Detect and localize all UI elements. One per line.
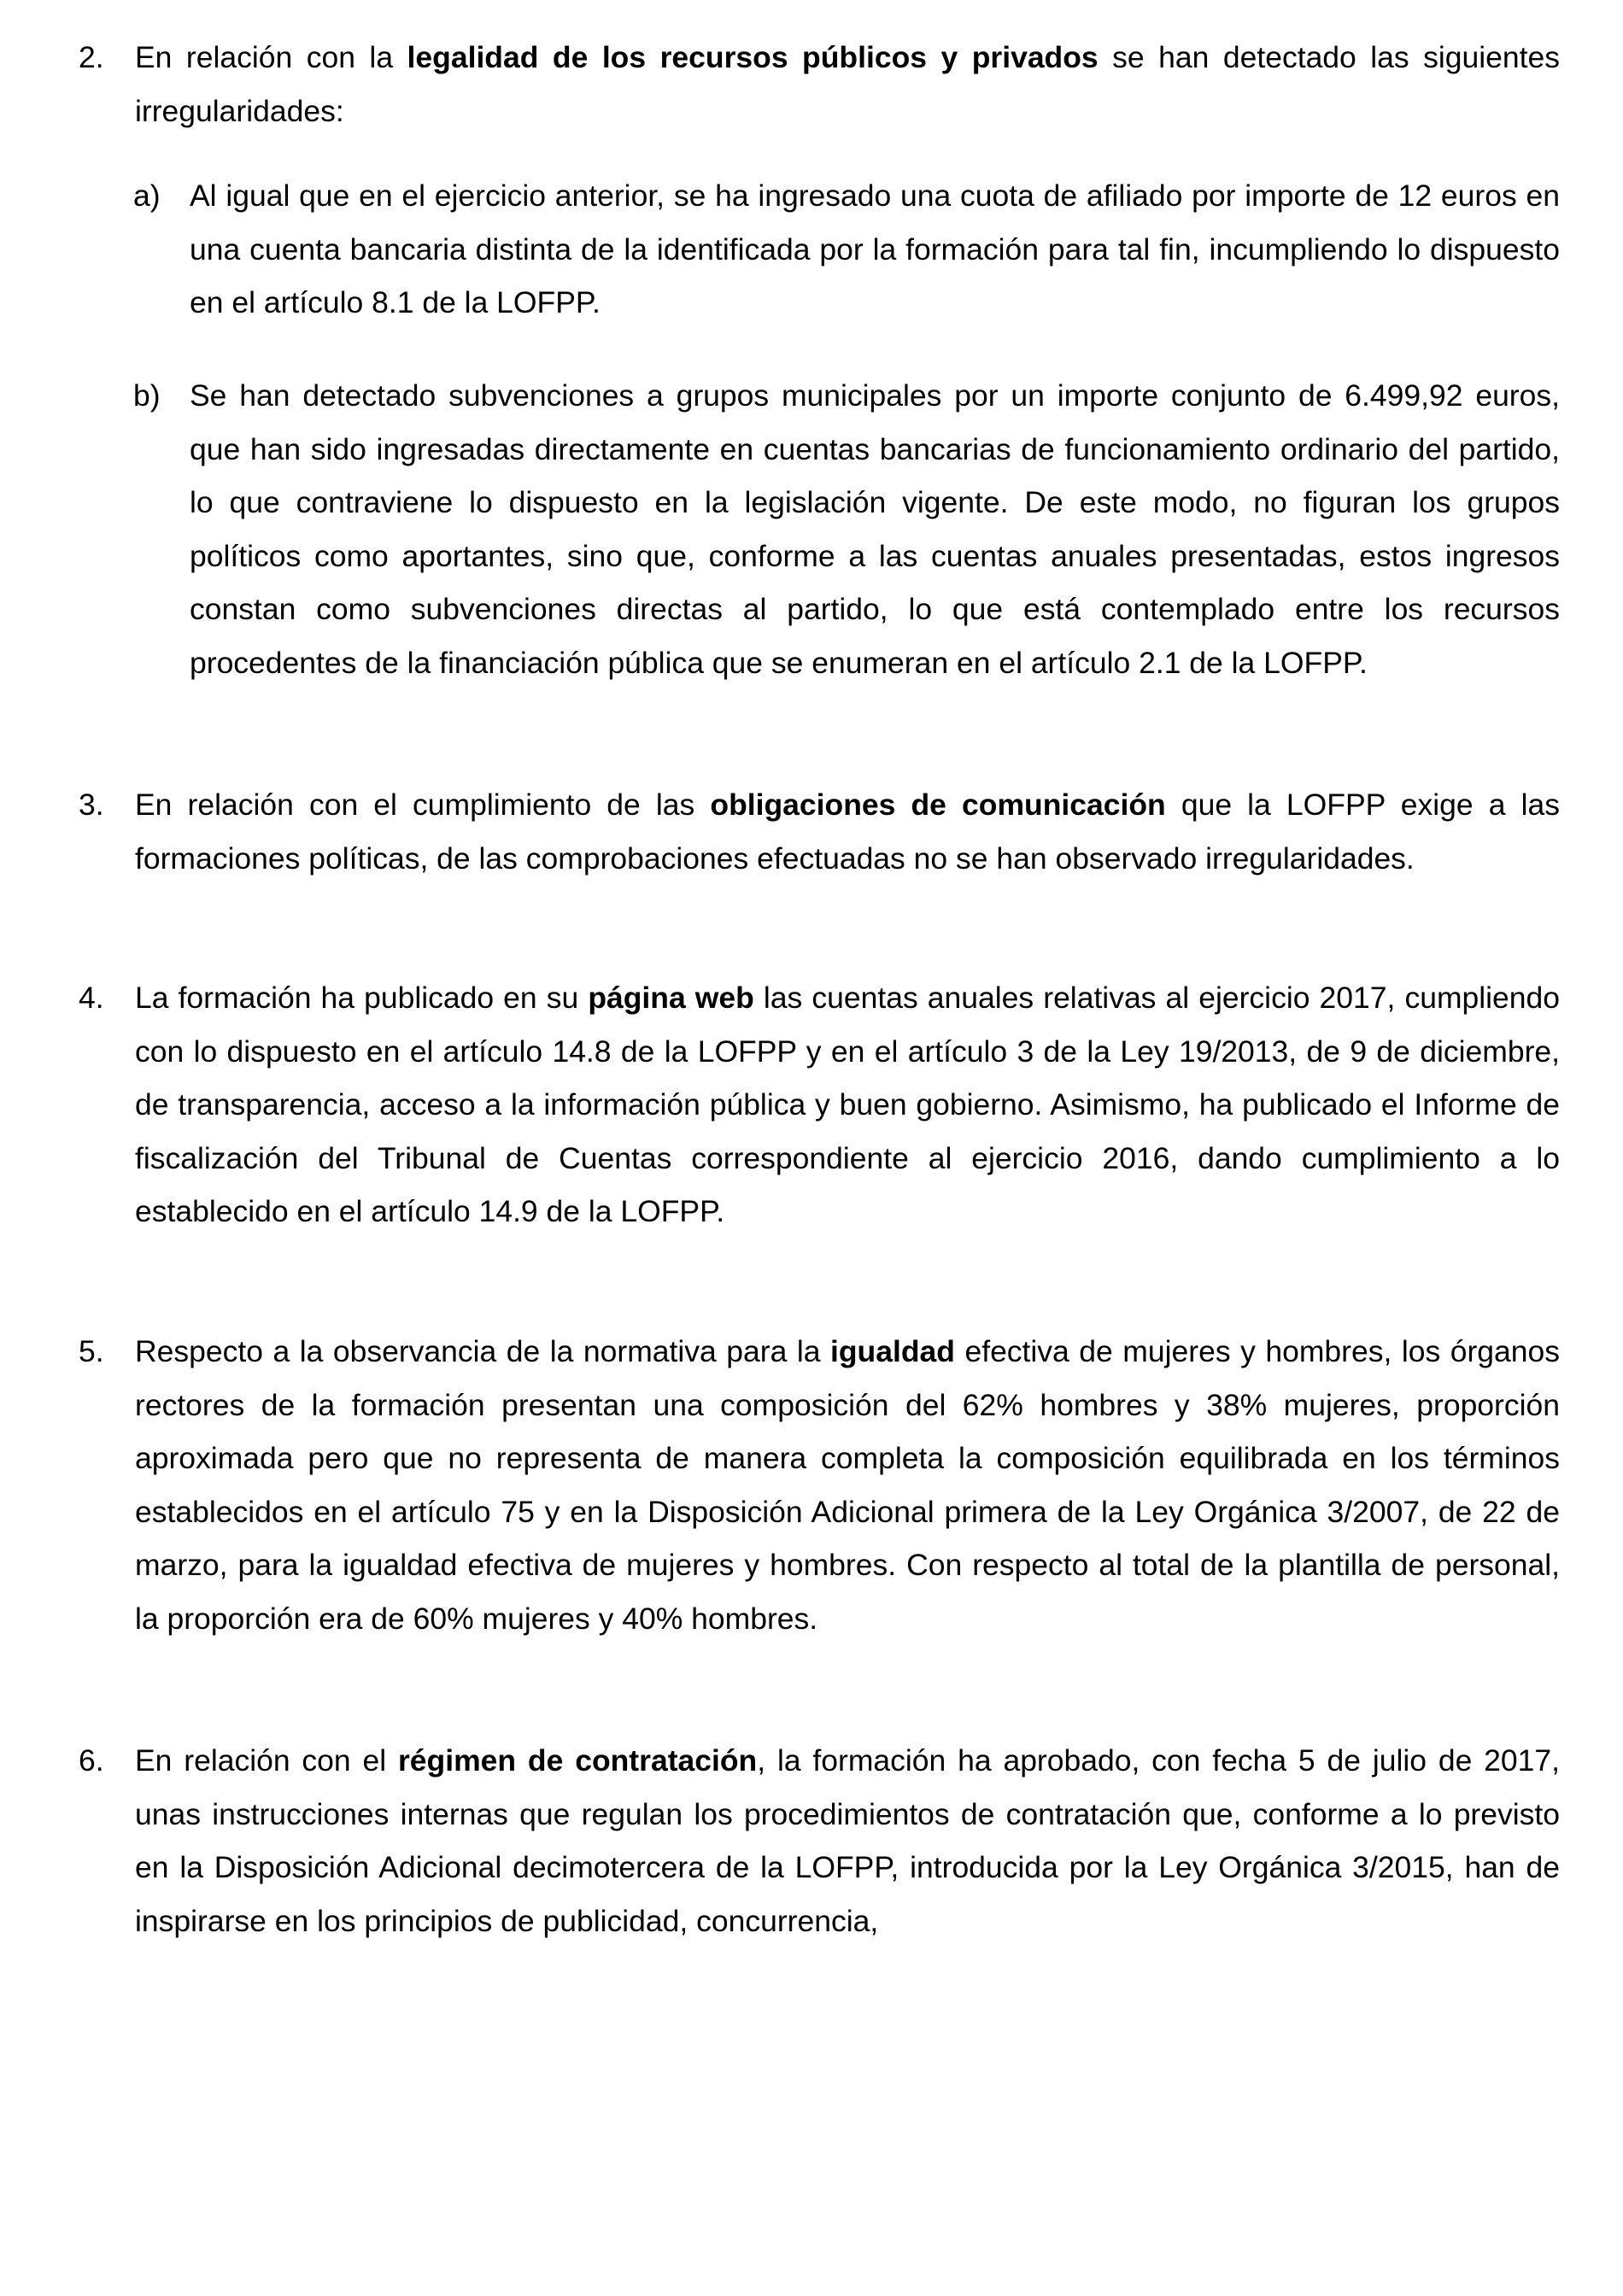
item-number: 2.: [79, 40, 104, 74]
sub-item-b: [133, 369, 1560, 689]
item-emphasis: legalidad de los recursos públicos y privados: [407, 40, 1099, 74]
sub-item-label: a): [133, 179, 161, 213]
sub-item-label: b): [133, 378, 161, 413]
list-item-3: [79, 778, 1560, 885]
item-text: Respecto a la observancia de la normativa para la igualdad efectiva de mujeres y hombres, los órganos rectores de la formación presentan una composición del 62% hombres y 38% mujeres, proporción aproximada pero que no representa de manera completa la composición equilibrada en los términos establecidos en el artículo 75 y en la Disposición Adicional primera de la Ley Orgánica 3/2007, de 22 de marzo, para la igualdad efectiva de mujeres y hombres. Con respecto al total de la plantilla de personal, la proporción era de 60% mujeres y 40% hombres.: [135, 1334, 1560, 1636]
item-emphasis: igualdad: [830, 1334, 955, 1368]
list-item-5: [79, 1325, 1560, 1645]
list-item-4: [79, 971, 1560, 1239]
item-text: En relación con el régimen de contratación, la formación ha aprobado, con fecha 5 de julio de 2017, unas instrucciones internas que regulan los procedimientos de contratación que, conforme a lo previsto en la Disposición Adicional decimotercera de la LOFPP, introducida por la Ley Orgánica 3/2015, han de inspirarse en los principios de publicidad, concurrencia,: [135, 1743, 1561, 1938]
item-text: En relación con la legalidad de los recursos públicos y privados se han detectado las siguientes irregularidades:: [135, 40, 1561, 128]
item-text: La formación ha publicado en su página web las cuentas anuales relativas al ejercicio 2017, cumpliendo con lo dispuesto en el artículo 14.8 de la LOFPP y en el artículo 3 de la Ley 19/2013, de 9 de diciembre, de transparencia, acceso a la información pública y buen gobierno. Asimismo, ha publicado el Informe de fiscalización del Tribunal de Cuentas correspondiente al ejercicio 2016, dando cumplimiento a lo establecido en el artículo 14.9 de la LOFPP.: [135, 981, 1561, 1228]
sub-item-text: Se han detectado subvenciones a grupos municipales por un importe conjunto de 6.499,92 euros, que han sido ingresadas directamente en cuentas bancarias de funcionamiento ordinario del partido, lo que contraviene lo dispuesto en la legislación vigente. De este modo, no figuran los grupos políticos como aportantes, sino que, conforme a las cuentas anuales presentadas, estos ingresos constan como subvenciones directas al partido, lo que está contemplado entre los recursos procedentes de la financiación pública que se enumeran en el artículo 2.1 de la LOFPP.: [190, 378, 1560, 680]
item-emphasis: obligaciones de comunicación: [710, 788, 1166, 822]
item-number: 3.: [79, 788, 104, 822]
sub-item-text: Al igual que en el ejercicio anterior, se ha ingresado una cuota de afiliado por importe de 12 euros en una cuenta bancaria distinta de la identificada por la formación para tal fin, incumpliendo lo dispuesto en el artículo 8.1 de la LOFPP.: [190, 179, 1560, 319]
item-emphasis: régimen de contratación: [397, 1743, 758, 1778]
item-number: 5.: [79, 1334, 104, 1368]
item-number: 6.: [79, 1743, 104, 1778]
item-text: En relación con el cumplimiento de las obligaciones de comunicación que la LOFPP exige a las formaciones políticas, de las comprobaciones efectuadas no se han observado irregularidades.: [135, 788, 1560, 876]
list-item-2: [79, 31, 1560, 138]
list-item-6: [79, 1734, 1560, 1948]
item-number: 4.: [79, 981, 104, 1015]
item-emphasis: página web: [588, 981, 754, 1015]
sub-item-a: [133, 169, 1560, 330]
